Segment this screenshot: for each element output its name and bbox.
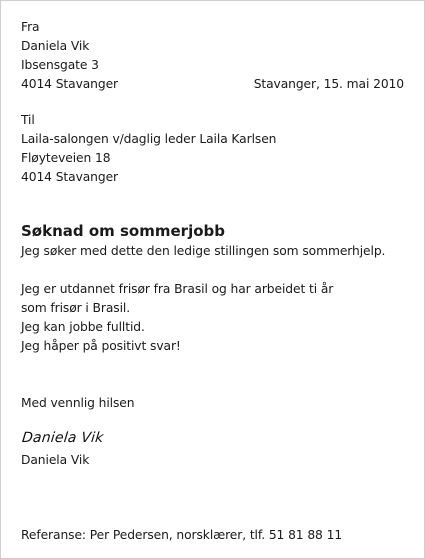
closing-phrase: Med vennlig hilsen: [21, 396, 135, 410]
body-line: Jeg håper på positivt svar!: [21, 339, 181, 353]
recipient-postal: 4014 Stavanger: [21, 170, 118, 184]
body-line: Jeg kan jobbe fulltid.: [21, 320, 145, 334]
signer-name: Daniela Vik: [21, 453, 90, 467]
place-date: Stavanger, 15. mai 2010: [253, 77, 404, 91]
recipient-label: Til: [21, 113, 35, 127]
handwritten-signature: Daniela Vik: [21, 430, 105, 446]
sender-label: Fra: [21, 20, 40, 34]
reference-line: Referanse: Per Pedersen, norsklærer, tlf. 51 81 88 11: [21, 528, 343, 542]
sender-postal: 4014 Stavanger: [21, 77, 118, 91]
recipient-name: Laila-salongen v/daglig leder Laila Karlsen: [21, 132, 277, 146]
sender-street: Ibsensgate 3: [21, 58, 99, 72]
body-line: Jeg er utdannet frisør fra Brasil og har arbeidet ti år: [21, 282, 334, 296]
sender-name: Daniela Vik: [21, 39, 90, 53]
body-line: som frisør i Brasil.: [21, 301, 131, 315]
letter-intro: Jeg søker med dette den ledige stillingen som sommerhjelp.: [21, 244, 386, 258]
recipient-street: Fløyteveien 18: [21, 151, 111, 165]
letter-subject: Søknad om sommerjobb: [21, 222, 225, 240]
